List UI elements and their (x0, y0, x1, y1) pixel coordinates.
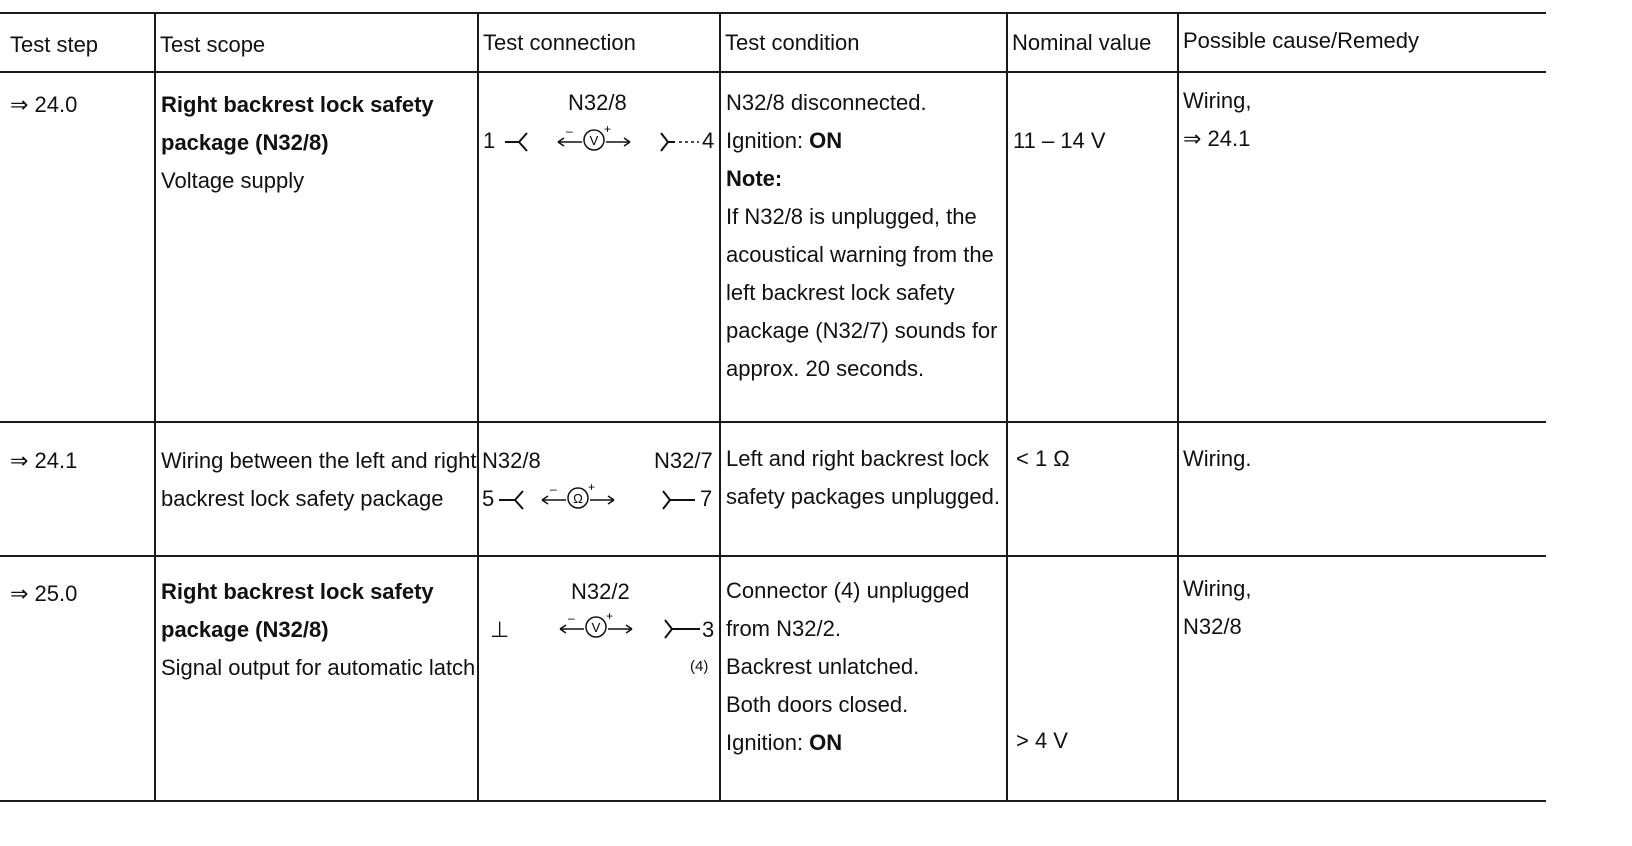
test-step: ⇒ 25.0 (10, 581, 78, 606)
test-condition: N32/8 disconnected. Ignition: ON Note: If N32/8 is unplugged, the acoustical warning from the left backrest lock safety package (N32/7) sounds for approx. 20 seconds. (726, 90, 998, 381)
possible-cause-remedy: Wiring. (1183, 446, 1252, 471)
possible-cause-remedy: Wiring, ⇒ 24.1 (1183, 88, 1252, 151)
svg-text:+: + (606, 609, 614, 623)
test-condition: Left and right backrest lock safety packages unplugged. (726, 446, 1000, 509)
test-step: ⇒ 24.1 (10, 448, 78, 473)
scope-title: Right backrest lock safety (161, 579, 434, 604)
header-test-scope: Test scope (160, 32, 266, 57)
column-divider (1177, 12, 1179, 802)
socket-left-icon (505, 133, 527, 151)
scope-title: package (N32/8) (161, 130, 329, 155)
scope-description: Signal output for automatic latch (161, 655, 476, 680)
svg-text:V: V (589, 133, 599, 148)
table-top-rule (0, 12, 1546, 14)
nominal-value: 11 – 14 V (1013, 128, 1106, 153)
header-test-step: Test step (10, 32, 99, 57)
socket-left-icon (499, 491, 523, 509)
svg-text:V: V (591, 620, 601, 635)
column-divider (719, 12, 721, 802)
nominal-value: > 4 V (1016, 728, 1068, 753)
scope-description: backrest lock safety package (161, 486, 444, 511)
row-divider (0, 555, 1546, 557)
component-label: N32/2 (571, 579, 630, 604)
header-test-connection: Test connection (483, 30, 636, 55)
svg-text:+: + (604, 122, 612, 136)
header-nominal-value: Nominal value (1012, 30, 1152, 55)
ohmmeter-diagram (497, 480, 697, 517)
component-label-left: N32/8 (482, 448, 541, 473)
scope-description: Voltage supply (161, 168, 305, 193)
pin-left: 1 (483, 128, 496, 153)
scope-title: package (N32/8) (161, 617, 329, 642)
svg-text:–: – (550, 482, 557, 496)
component-label: N32/8 (568, 90, 627, 115)
header-possible-cause-remedy: Possible cause/Remedy (1183, 28, 1420, 53)
row-divider (0, 421, 1546, 423)
plug-right-icon (663, 491, 695, 509)
svg-text:–: – (566, 124, 573, 138)
svg-text:–: – (568, 611, 575, 625)
scope-title: Right backrest lock safety (161, 92, 434, 117)
test-scope (161, 86, 434, 200)
svg-text:+: + (588, 480, 596, 494)
column-divider (154, 12, 156, 802)
column-divider (477, 12, 479, 802)
test-condition: Connector (4) unplugged from N32/2. Backrest unlatched. Both doors closed. Ignition: ON (726, 578, 970, 755)
scope-description: Wiring between the left and right (161, 448, 477, 473)
test-scope (161, 442, 477, 518)
voltmeter-diagram (503, 122, 703, 159)
nominal-value: < 1 Ω (1016, 446, 1070, 471)
component-label-right: N32/7 (654, 448, 713, 473)
pin-right: 4 (702, 128, 715, 153)
connector-note: (4) (690, 658, 709, 675)
possible-cause-remedy: Wiring, N32/8 (1183, 576, 1252, 639)
test-scope (161, 573, 475, 687)
plug-right-icon (661, 133, 675, 151)
svg-text:Ω: Ω (573, 491, 583, 506)
column-divider (1006, 12, 1008, 802)
pin-right: 7 (700, 486, 713, 511)
pin-left: 5 (482, 486, 495, 511)
header-test-condition: Test condition (725, 30, 860, 55)
table-bottom-rule (0, 800, 1546, 802)
header-bottom-rule (0, 71, 1546, 73)
plug-right-icon (665, 620, 700, 638)
ground-symbol: ⊥ (490, 617, 510, 642)
pin-right: 3 (702, 617, 715, 642)
test-step: ⇒ 24.0 (10, 92, 78, 117)
voltmeter-diagram (510, 609, 702, 646)
